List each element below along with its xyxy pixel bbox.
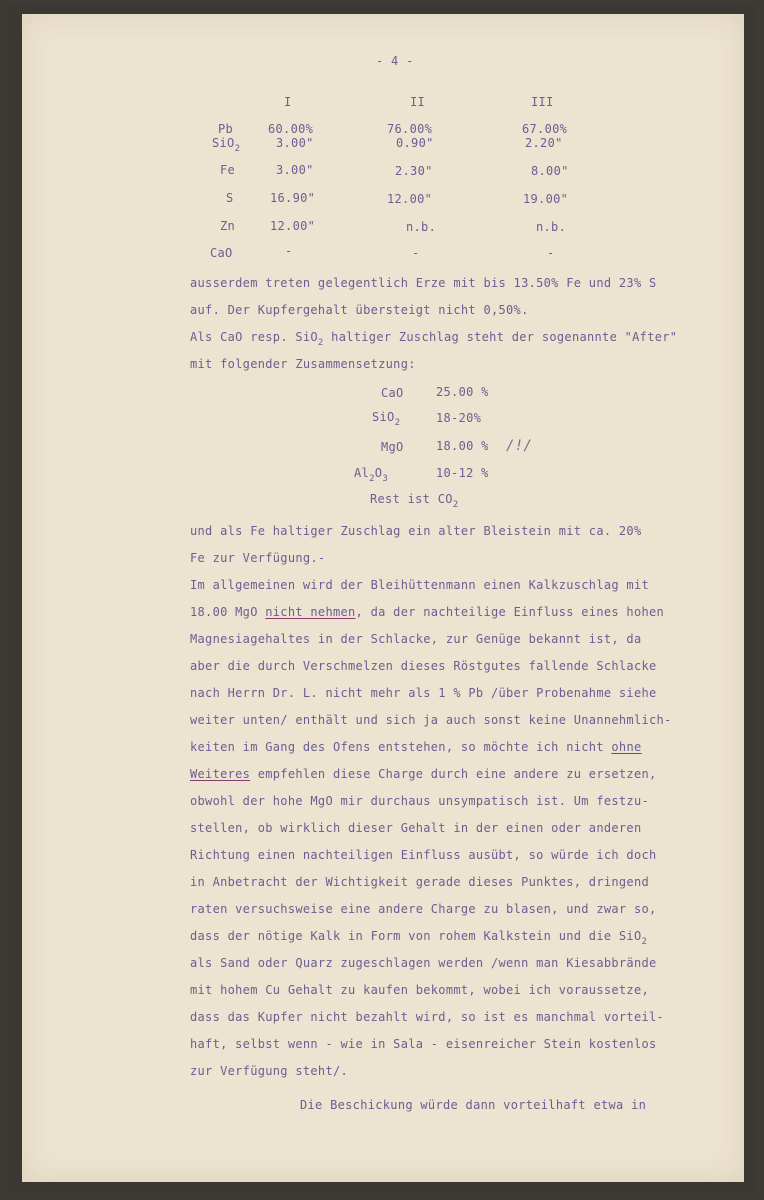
text-line: Weiteres empfehlen diese Charge durch eine andere zu ersetzen, <box>190 767 657 781</box>
column-header: I <box>284 95 292 109</box>
text-line: obwohl der hohe MgO mir durchaus unsympatisch ist. Um festzu- <box>190 794 650 808</box>
page-number: - 4 - <box>376 54 414 68</box>
text-line: Magnesiagehaltes in der Schlacke, zur Genüge bekannt ist, da <box>190 632 642 646</box>
text-line: Im allgemeinen wird der Bleihüttenmann einen Kalkzuschlag mit <box>190 578 650 592</box>
row-label: SiO$_2$ <box>212 136 241 154</box>
document-page <box>22 14 744 1182</box>
text-line: als Sand oder Quarz zugeschlagen werden /wenn man Kiesabbrände <box>190 956 657 970</box>
underlined-text: ohne <box>611 740 642 754</box>
table-cell: - <box>547 246 555 260</box>
text-line: Als CaO resp. SiO$_2$ haltiger Zuschlag steht der sogenannte "After" <box>190 330 678 348</box>
underlined-text: nicht nehmen <box>265 605 356 619</box>
text-line: auf. Der Kupfergehalt übersteigt nicht 0,50%. <box>190 303 529 317</box>
table-cell: 19.00" <box>523 192 569 206</box>
text-line: 18.00 MgO nicht nehmen, da der nachteilige Einfluss eines hohen <box>190 605 665 619</box>
component-value: 10-12 % <box>436 466 489 480</box>
component-name: MgO <box>381 440 404 454</box>
text-line: haft, selbst wenn - wie in Sala - eisenreicher Stein kostenlos <box>190 1037 657 1051</box>
component-value: 25.00 % <box>436 385 489 399</box>
row-label: Fe <box>220 163 236 177</box>
table-cell: n.b. <box>406 220 437 234</box>
table-cell: 0.90" <box>396 136 434 150</box>
table-cell: 16.90" <box>270 191 316 205</box>
component-value: 18.00 % <box>436 439 489 453</box>
column-header: II <box>410 95 426 109</box>
text-line: dass das Kupfer nicht bezahlt wird, so ist es manchmal vorteil- <box>190 1010 665 1024</box>
text-line: Fe zur Verfügung.- <box>190 551 326 565</box>
text-line: mit hohem Cu Gehalt zu kaufen bekommt, wobei ich voraussetze, <box>190 983 650 997</box>
rest-line: Rest ist $CO_2$ <box>370 492 459 510</box>
component-name: CaO <box>381 386 404 400</box>
table-cell: 12.00" <box>387 192 433 206</box>
text-line: raten versuchsweise eine andere Charge zu blasen, und zwar so, <box>190 902 657 916</box>
table-cell: 60.00% <box>268 122 314 136</box>
component-value: 18-20% <box>436 411 482 425</box>
text-line: ausserdem treten gelegentlich Erze mit bis 13.50% Fe und 23% S <box>190 276 657 290</box>
underlined-text: Weiteres <box>190 767 251 781</box>
text-line: stellen, ob wirklich dieser Gehalt in der einen oder anderen <box>190 821 642 835</box>
text-line: nach Herrn Dr. L. nicht mehr als 1 % Pb /über Probenahme siehe <box>190 686 657 700</box>
table-cell: 2.30" <box>395 164 433 178</box>
text-line: in Anbetracht der Wichtigkeit gerade dieses Punktes, dringend <box>190 875 650 889</box>
text-line: Richtung einen nachteiligen Einfluss ausübt, so würde ich doch <box>190 848 657 862</box>
text-line: und als Fe haltiger Zuschlag ein alter Bleistein mit ca. 20% <box>190 524 642 538</box>
table-cell: 67.00% <box>522 122 568 136</box>
table-cell: 8.00" <box>531 164 569 178</box>
text-line: dass der nötige Kalk in Form von rohem Kalkstein und die SiO$_2$ <box>190 929 648 947</box>
text-line: Die Beschickung würde dann vorteilhaft etwa in <box>300 1098 647 1112</box>
text-line: aber die durch Verschmelzen dieses Röstgutes fallende Schlacke <box>190 659 657 673</box>
text-line: mit folgender Zusammensetzung: <box>190 357 416 371</box>
component-name: $Al_2O_3$ <box>354 466 389 484</box>
table-cell: n.b. <box>536 220 567 234</box>
table-cell: 12.00" <box>270 219 316 233</box>
row-label: S <box>226 191 234 205</box>
table-cell: 76.00% <box>387 122 433 136</box>
table-cell: - <box>412 246 420 260</box>
handwritten-note: /!/ <box>506 438 533 454</box>
table-cell: 3.00" <box>276 136 314 150</box>
table-cell: 2.20" <box>525 136 563 150</box>
row-label: Zn <box>220 219 236 233</box>
text-line: weiter unten/ enthält und sich ja auch sonst keine Unannehmlich- <box>190 713 672 727</box>
row-label: Pb <box>218 122 234 136</box>
text-line: keiten im Gang des Ofens entstehen, so möchte ich nicht ohne <box>190 740 642 754</box>
text-line: zur Verfügung steht/. <box>190 1064 349 1078</box>
component-name: SiO$_2$ <box>372 410 401 428</box>
column-header: III <box>531 95 554 109</box>
row-label: CaO <box>210 246 233 260</box>
table-cell: - <box>285 244 293 258</box>
table-cell: 3.00" <box>276 163 314 177</box>
